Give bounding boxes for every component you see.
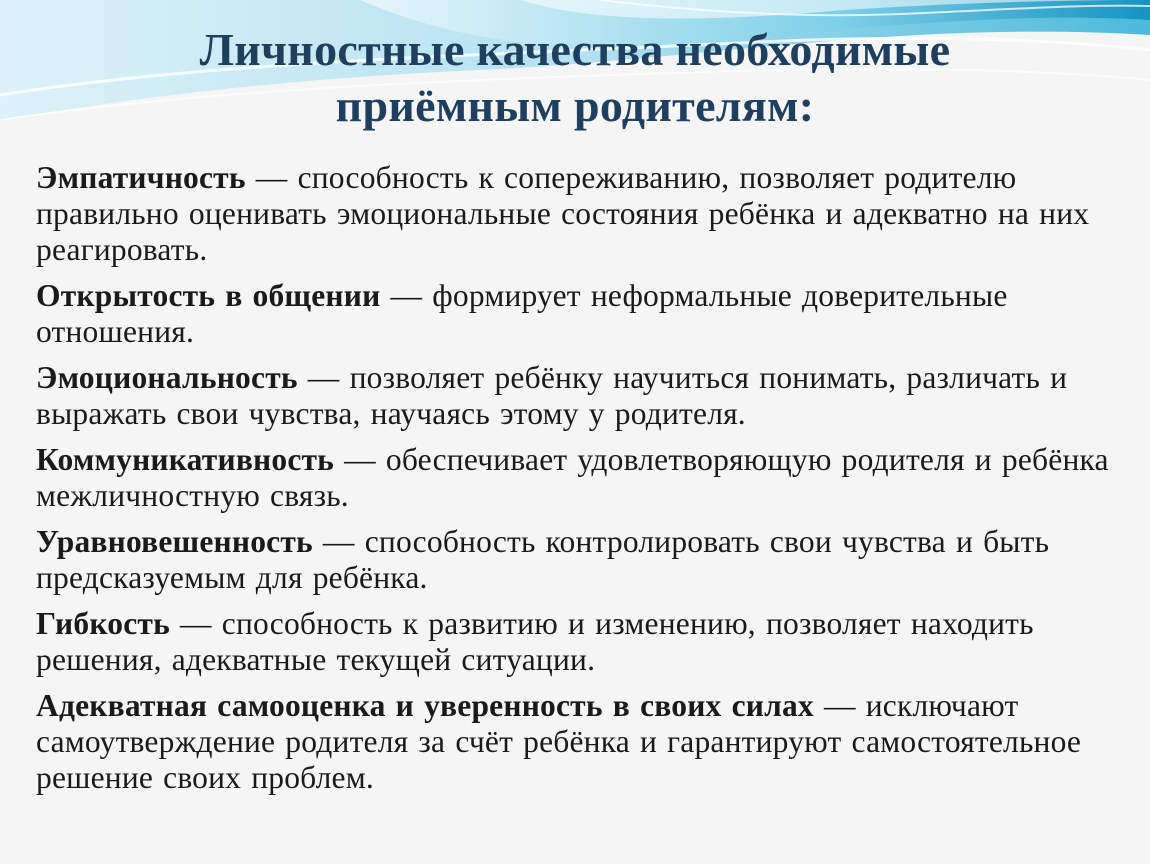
- quality-term: Эмпатичность: [36, 160, 246, 195]
- quality-item-composure: [36, 524, 1126, 596]
- page-title: [0, 22, 1150, 134]
- quality-term: Гибкость: [36, 606, 170, 641]
- quality-term: Уравновешенность: [36, 524, 313, 559]
- quality-term: Коммуникативность: [36, 442, 335, 477]
- quality-description: — способность контролировать свои чувства и быть предсказуемым для ребёнка.: [36, 524, 1050, 595]
- quality-description: — способность к сопереживанию, позволяет родителю правильно оценивать эмоциональные состояния ребёнка и адекватно на них реагировать.: [36, 160, 1090, 267]
- qualities-list: [36, 160, 1126, 806]
- quality-description: — позволяет ребёнку научиться понимать, различать и выражать свои чувства, научаясь этому у родителя.: [36, 360, 1068, 431]
- quality-item-communicativeness: [36, 442, 1126, 514]
- quality-term: Открытость в общении: [36, 278, 381, 313]
- quality-item-emotionality: [36, 360, 1126, 432]
- quality-item-self-esteem: [36, 688, 1126, 796]
- quality-description: — формирует неформальные доверительные отношения.: [36, 278, 1008, 349]
- quality-description: — способность к развитию и изменению, позволяет находить решения, адекватные текущей ситуации.: [36, 606, 1034, 677]
- quality-description: — обеспечивает удовлетворяющую родителя и ребёнка межличностную связь.: [36, 442, 1109, 513]
- title-line-1: Личностные качества необходимые: [199, 24, 951, 75]
- quality-term: Эмоциональность: [36, 360, 298, 395]
- quality-description: — исключают самоутверждение родителя за счёт ребёнка и гарантируют самостоятельное решение своих проблем.: [36, 688, 1082, 795]
- quality-item-empathy: [36, 160, 1126, 268]
- quality-item-openness: [36, 278, 1126, 350]
- title-line-2: приёмным родителям:: [335, 80, 815, 131]
- quality-term: Адекватная самооценка и уверенность в своих силах: [36, 688, 814, 723]
- quality-item-flexibility: [36, 606, 1126, 678]
